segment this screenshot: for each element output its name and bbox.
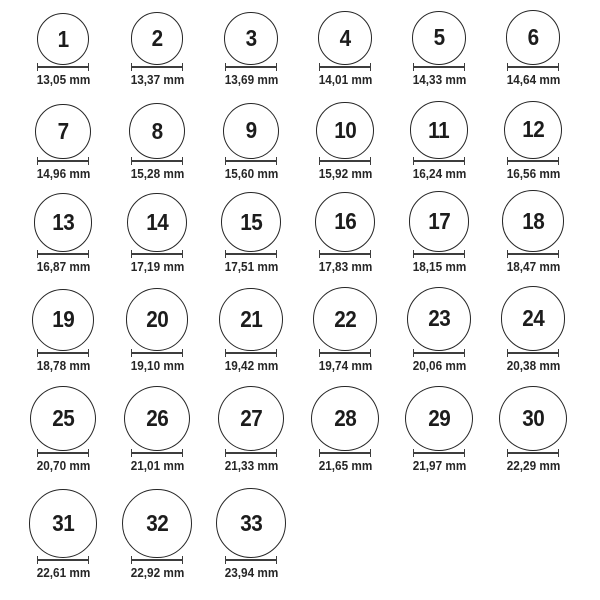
ring-circle (313, 287, 377, 351)
ring-circle (37, 13, 89, 65)
ring-size-number: 28 (333, 405, 357, 432)
diameter-measure-line (131, 449, 183, 457)
ring-circle (410, 101, 468, 159)
diameter-label: 18,15 mm (412, 260, 466, 274)
diameter-label: 13,05 mm (36, 73, 90, 87)
ring-circle (221, 192, 281, 252)
ring-size-number: 24 (521, 305, 545, 332)
diameter-label: 21,65 mm (318, 459, 372, 473)
ring-size-number: 20 (145, 306, 169, 333)
ring-circle (131, 12, 184, 65)
diameter-label: 15,60 mm (224, 167, 278, 181)
diameter-label: 16,24 mm (412, 167, 466, 181)
ring-size-number: 8 (151, 117, 163, 144)
diameter-measure-line (37, 157, 89, 165)
diameter-measure-line (319, 63, 371, 71)
ring-size-item (110, 486, 204, 600)
diameter-measure-line (37, 63, 89, 71)
diameter-measure-line (225, 449, 277, 457)
ring-circle (412, 11, 466, 65)
diameter-label: 18,47 mm (506, 260, 560, 274)
ring-size-item (204, 0, 298, 94)
diameter-measure-line (319, 449, 371, 457)
ring-size-number: 16 (333, 208, 357, 235)
ring-circle (499, 386, 567, 451)
ring-size-number: 4 (339, 24, 351, 51)
ring-size-item (486, 0, 580, 94)
diameter-label: 21,33 mm (224, 459, 278, 473)
ring-circle (126, 288, 189, 351)
ring-size-number: 5 (433, 24, 445, 51)
diameter-label: 17,19 mm (130, 260, 184, 274)
diameter-label: 20,70 mm (36, 459, 90, 473)
ring-circle (405, 386, 473, 451)
diameter-label: 14,96 mm (36, 167, 90, 181)
ring-size-number: 13 (51, 209, 75, 236)
ring-circle (32, 289, 94, 351)
ring-circle (504, 101, 562, 159)
diameter-measure-line (413, 63, 465, 71)
diameter-measure-line (507, 250, 559, 258)
ring-circle (315, 192, 375, 252)
ring-size-item (16, 0, 110, 94)
diameter-label: 14,33 mm (412, 73, 466, 87)
ring-circle (506, 10, 561, 65)
diameter-measure-line (37, 349, 89, 357)
ring-size-item (110, 286, 204, 386)
ring-size-item (392, 286, 486, 386)
ring-size-item (486, 386, 580, 486)
diameter-label: 14,01 mm (318, 73, 372, 87)
ring-circle (30, 386, 95, 451)
ring-size-item (204, 188, 298, 286)
diameter-measure-line (225, 250, 277, 258)
ring-size-item (486, 286, 580, 386)
ring-size-item (110, 94, 204, 188)
ring-size-number: 27 (239, 405, 263, 432)
ring-size-item (486, 188, 580, 286)
ring-size-item (298, 0, 392, 94)
diameter-label: 17,51 mm (224, 260, 278, 274)
diameter-measure-line (225, 63, 277, 71)
ring-circle (218, 386, 285, 451)
ring-size-number: 25 (51, 405, 75, 432)
diameter-label: 19,42 mm (224, 359, 278, 373)
diameter-label: 22,29 mm (506, 459, 560, 473)
diameter-label: 19,10 mm (130, 359, 184, 373)
ring-circle (318, 11, 372, 65)
diameter-measure-line (37, 449, 89, 457)
ring-circle (35, 104, 90, 159)
ring-size-item (298, 386, 392, 486)
ring-circle (502, 190, 564, 252)
ring-size-number: 11 (428, 116, 450, 143)
ring-size-item (392, 386, 486, 486)
diameter-measure-line (37, 556, 89, 564)
diameter-measure-line (225, 157, 277, 165)
diameter-label: 21,01 mm (130, 459, 184, 473)
ring-size-number: 21 (239, 305, 263, 332)
ring-size-number: 2 (151, 25, 163, 52)
ring-size-number: 3 (245, 24, 257, 51)
ring-size-item (110, 188, 204, 286)
diameter-measure-line (507, 63, 559, 71)
ring-size-number: 32 (145, 509, 169, 536)
ring-size-number: 15 (239, 208, 263, 235)
ring-circle (219, 288, 282, 351)
diameter-measure-line (131, 349, 183, 357)
ring-size-number: 17 (427, 208, 451, 235)
ring-size-item (204, 486, 298, 600)
ring-circle (129, 103, 185, 159)
diameter-label: 19,74 mm (318, 359, 372, 373)
ring-size-number: 29 (427, 405, 451, 432)
diameter-measure-line (225, 556, 277, 564)
ring-circle (311, 386, 378, 451)
ring-size-number: 22 (333, 305, 357, 332)
ring-size-item (16, 386, 110, 486)
ring-size-item (392, 0, 486, 94)
ring-size-number: 1 (57, 25, 69, 52)
diameter-measure-line (507, 349, 559, 357)
diameter-label: 18,78 mm (36, 359, 90, 373)
diameter-label: 21,97 mm (412, 459, 466, 473)
diameter-label: 22,92 mm (130, 566, 184, 580)
ring-size-item (392, 94, 486, 188)
ring-size-item (204, 386, 298, 486)
diameter-measure-line (131, 63, 183, 71)
diameter-label: 16,87 mm (36, 260, 90, 274)
diameter-label: 23,94 mm (224, 566, 278, 580)
diameter-label: 16,56 mm (506, 167, 560, 181)
ring-circle (122, 489, 191, 558)
ring-size-item (110, 0, 204, 94)
diameter-measure-line (131, 250, 183, 258)
ring-size-number: 12 (521, 116, 545, 143)
ring-size-number: 30 (521, 405, 545, 432)
ring-size-number: 23 (427, 305, 451, 332)
diameter-measure-line (413, 250, 465, 258)
ring-circle (407, 287, 471, 351)
diameter-label: 22,61 mm (36, 566, 90, 580)
ring-size-item (16, 188, 110, 286)
ring-circle (409, 191, 470, 252)
ring-size-item (298, 94, 392, 188)
ring-size-item (486, 94, 580, 188)
diameter-measure-line (507, 157, 559, 165)
diameter-label: 14,64 mm (506, 73, 560, 87)
diameter-label: 15,92 mm (318, 167, 372, 181)
diameter-label: 20,38 mm (506, 359, 560, 373)
ring-size-item (110, 386, 204, 486)
diameter-label: 15,28 mm (130, 167, 184, 181)
diameter-measure-line (225, 349, 277, 357)
diameter-label: 13,37 mm (130, 73, 184, 87)
diameter-measure-line (507, 449, 559, 457)
diameter-measure-line (319, 157, 371, 165)
ring-circle (316, 102, 373, 159)
ring-circle (224, 12, 277, 65)
diameter-measure-line (413, 449, 465, 457)
ring-circle (34, 193, 93, 252)
diameter-measure-line (319, 250, 371, 258)
ring-size-item (298, 188, 392, 286)
ring-circle (127, 193, 186, 252)
ring-size-number: 7 (57, 117, 69, 144)
ring-size-number: 19 (51, 306, 75, 333)
ring-circle (223, 103, 279, 159)
ring-size-number: 10 (333, 116, 357, 143)
diameter-label: 13,69 mm (224, 73, 278, 87)
ring-size-number: 6 (527, 24, 539, 51)
ring-size-item (16, 286, 110, 386)
ring-size-item (16, 486, 110, 600)
ring-size-number: 33 (239, 509, 263, 536)
ring-size-item (392, 188, 486, 286)
ring-circle (216, 488, 286, 558)
ring-size-number: 31 (51, 510, 75, 537)
ring-size-item (298, 286, 392, 386)
ring-size-item (16, 94, 110, 188)
ring-size-item (204, 94, 298, 188)
diameter-measure-line (131, 157, 183, 165)
ring-size-item (204, 286, 298, 386)
diameter-measure-line (37, 250, 89, 258)
diameter-measure-line (319, 349, 371, 357)
ring-circle (501, 286, 566, 351)
diameter-label: 20,06 mm (412, 359, 466, 373)
ring-circle (29, 489, 98, 558)
ring-size-number: 9 (245, 117, 257, 144)
diameter-measure-line (413, 157, 465, 165)
ring-size-number: 18 (521, 207, 545, 234)
diameter-measure-line (413, 349, 465, 357)
ring-circle (124, 386, 190, 451)
diameter-label: 17,83 mm (318, 260, 372, 274)
ring-size-number: 26 (145, 405, 169, 432)
diameter-measure-line (131, 556, 183, 564)
ring-size-number: 14 (145, 208, 169, 235)
